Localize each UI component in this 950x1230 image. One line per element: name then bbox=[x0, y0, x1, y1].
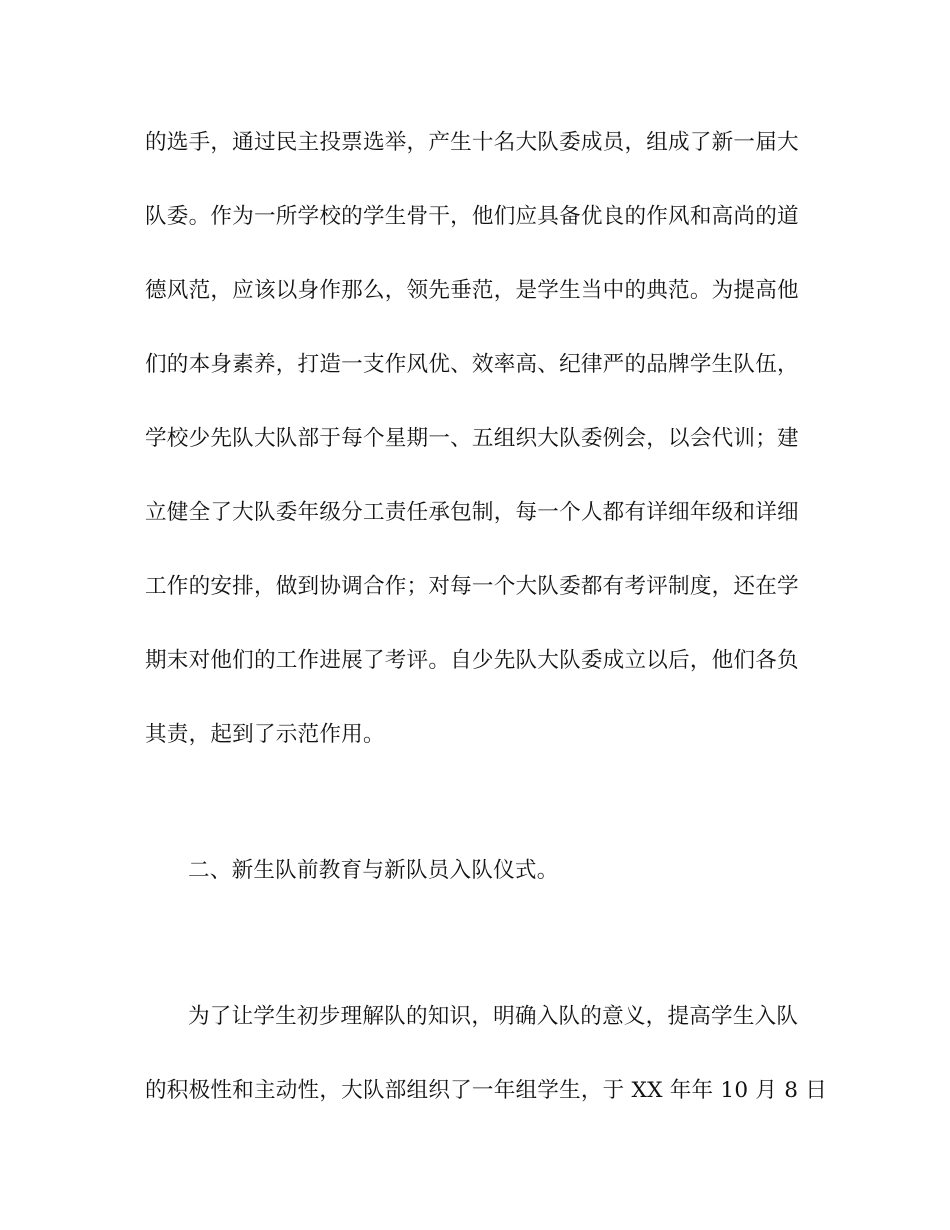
text-line: 立健全了大队委年级分工责任承包制，每一个人都有详细年级和详细 bbox=[145, 500, 799, 525]
text-line: 工作的安排，做到协调合作；对每一个大队委都有考评制度，还在学 bbox=[145, 574, 799, 599]
text-line: 队委。作为一所学校的学生骨干，他们应具备优良的作风和高尚的道 bbox=[145, 204, 799, 229]
text-line: 期末对他们的工作进展了考评。自少先队大队委成立以后，他们各负 bbox=[145, 648, 799, 673]
text-line: 为了让学生初步理解队的知识，明确入队的意义，提高学生入队 bbox=[188, 1004, 799, 1029]
text-line: 们的本身素养，打造一支作风优、效率高、纪律严的品牌学生队伍， bbox=[145, 352, 799, 377]
text-line: 学校少先队大队部于每个星期一、五组织大队委例会，以会代训；建 bbox=[145, 426, 799, 451]
text-line: 其责，起到了示范作用。 bbox=[145, 722, 385, 747]
text-line: 的积极性和主动性，大队部组织了一年组学生，于 XX 年年 10 月 8 日 bbox=[145, 1078, 827, 1103]
section-heading: 二、新生队前教育与新队员入队仪式。 bbox=[188, 858, 559, 883]
text-line: 的选手，通过民主投票选举，产生十名大队委成员，组成了新一届大 bbox=[145, 130, 799, 155]
text-line: 德风范，应该以身作那么，领先垂范，是学生当中的典范。为提高他 bbox=[145, 278, 799, 303]
